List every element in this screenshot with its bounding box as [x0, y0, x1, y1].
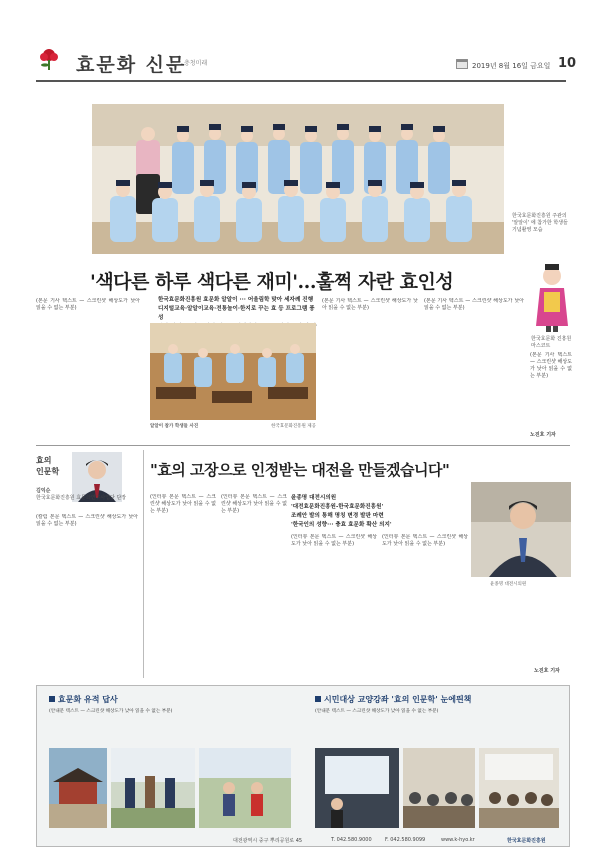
author-byline: [36, 488, 136, 502]
promo-right-title-text: 시민대상 교양강좌 '효의 인문학' 눈에띈책: [324, 695, 472, 704]
promo-left-text: (안내문 텍스트 — 스크린샷 해상도가 낮아 읽을 수 없는 부분): [49, 709, 173, 714]
masthead: [0, 0, 600, 84]
article2-column-3: (인터뷰 본문 텍스트 — 스크린샷 해상도가 낮아 읽을 수 없는 부분): [291, 534, 377, 547]
headline-interview: "효의 고장으로 인정받는 대전을 만들겠습니다": [150, 461, 450, 479]
essay-label-line: 효의: [36, 456, 52, 465]
subhead-line: 디지털교육·알알이교육·전통놀이·한지로 꾸는 효 등 프로그램 풍성: [158, 306, 315, 321]
interview-line: 윤종명 대전시의원: [291, 495, 337, 501]
calendar-icon: [456, 58, 468, 69]
promo-footer: [37, 834, 569, 847]
promo-photo-tour: [199, 748, 291, 828]
subhead-line: 한국효문화진흥원 효문화 알알이 ··· 어울림학 맞아 세자례 진행: [158, 297, 314, 303]
headline-main: '색다른 하루 색다른 재미'…훌쩍 자란 효인성: [90, 271, 454, 293]
interviewee-photo-illustration: [471, 482, 571, 577]
promo-left-title-text: 효문화 유적 답사: [58, 695, 118, 704]
square-bullet-icon: [315, 696, 321, 702]
essay-label-line: 인문학: [36, 467, 60, 476]
article1-column-2: (본문 기사 텍스트 — 스크린샷 해상도가 낮아 읽을 수 없는 부분): [322, 298, 418, 311]
group-photo: [92, 104, 504, 254]
newspaper-subtitle: 충청미래: [184, 60, 208, 67]
promo-right-title: [315, 694, 471, 705]
article1-column-3: (본문 기사 텍스트 — 스크린샷 해상도가 낮아 읽을 수 없는 부분): [424, 298, 524, 311]
promo-box: [36, 685, 570, 847]
author-name: 김익순: [36, 488, 51, 494]
masthead-rule: [36, 80, 566, 82]
interview-subhead: [291, 494, 466, 530]
carnation-icon: [36, 46, 62, 72]
palace-illustration: [49, 748, 107, 828]
footer-address: 대전광역시 중구 뿌리공원로 45: [233, 838, 303, 844]
photo-credit: 한국효문화진흥원 제공: [271, 424, 316, 429]
article1-column-4: (본문 기사 텍스트 — 스크린샷 해상도가 낮아 읽을 수 없는 부분): [530, 352, 572, 379]
article2-column-1: (인터뷰 본문 텍스트 — 스크린샷 해상도가 낮아 읽을 수 없는 부분): [150, 494, 216, 514]
footer-fax: F. 042.580.9099: [385, 837, 426, 843]
issue-date: 2019년 8월 16일 금요일: [472, 62, 551, 70]
classroom-photo-caption: [150, 423, 316, 429]
classroom-photo: [150, 323, 316, 420]
column-divider: [143, 450, 144, 678]
footer-tel: T. 042.580.9000: [331, 837, 372, 843]
article2-column-2: (인터뷰 본문 텍스트 — 스크린샷 해상도가 낮아 읽을 수 없는 부분): [221, 494, 287, 514]
side-figure-caption: 한국효문화 진흥원 마스코트: [531, 336, 572, 349]
square-bullet-icon: [49, 696, 55, 702]
promo-photo-lecture: [315, 748, 399, 828]
promo-photo-audience: [403, 748, 475, 828]
section-divider: [36, 445, 570, 446]
essay-label: [36, 455, 66, 477]
article1-byline: 노진호 기자: [530, 432, 556, 438]
footer-org: 한국효문화진흥원: [507, 838, 546, 844]
promo-left-title: [49, 694, 118, 705]
interviewee-photo-caption: 윤종명 대전시의원: [490, 582, 527, 587]
interview-line: '대전효문화진흥원-한국효문화진흥원': [291, 504, 384, 510]
interviewee-photo: [471, 482, 571, 577]
essay-body: (칼럼 본문 텍스트 — 스크린샷 해상도가 낮아 읽을 수 없는 부분): [36, 514, 138, 527]
footer-url[interactable]: www.k-hyo.kr: [441, 837, 475, 843]
tour-illustration: [199, 748, 291, 828]
author-title: 한국효문화진흥원 효문화연구사업단 단장: [36, 495, 127, 501]
newspaper-title: 효문화 신문: [76, 54, 187, 76]
promo-photo-event: [111, 748, 195, 828]
interview-line: '한국인의 성향··· 충효 효문화 확산 의지': [291, 522, 392, 528]
lecture-illustration: [315, 748, 399, 828]
article1-column-1: (본문 기사 텍스트 — 스크린샷 해상도가 낮아 읽을 수 없는 부분): [36, 298, 140, 311]
promo-photo-class: [479, 748, 559, 828]
audience-illustration: [403, 748, 475, 828]
article2-column-4: (인터뷰 본문 텍스트 — 스크린샷 해상도가 낮아 읽을 수 없는 부분): [382, 534, 468, 547]
class-illustration: [479, 748, 559, 828]
article2-byline: 노진호 기자: [534, 668, 560, 674]
interview-line: 조례안 발의 통해 명칭 변경 발판 마련: [291, 513, 384, 519]
group-photo-illustration: [92, 104, 504, 254]
classroom-photo-illustration: [150, 323, 316, 420]
top-photo-caption: 한국효문화진흥원 주관의 '알알이' 에 참가한 학생들 기념촬영 모습: [512, 213, 568, 233]
promo-right-text: (안내문 텍스트 — 스크린샷 해상도가 낮아 읽을 수 없는 부분): [315, 709, 439, 714]
mascot-illustration: [532, 262, 572, 334]
event-illustration: [111, 748, 195, 828]
photo-caption-text: 알알이 참가 학생들 사진: [150, 424, 199, 429]
page-number: 10: [558, 56, 577, 71]
promo-photo-palace: [49, 748, 107, 828]
article2-column-5: [471, 592, 571, 666]
